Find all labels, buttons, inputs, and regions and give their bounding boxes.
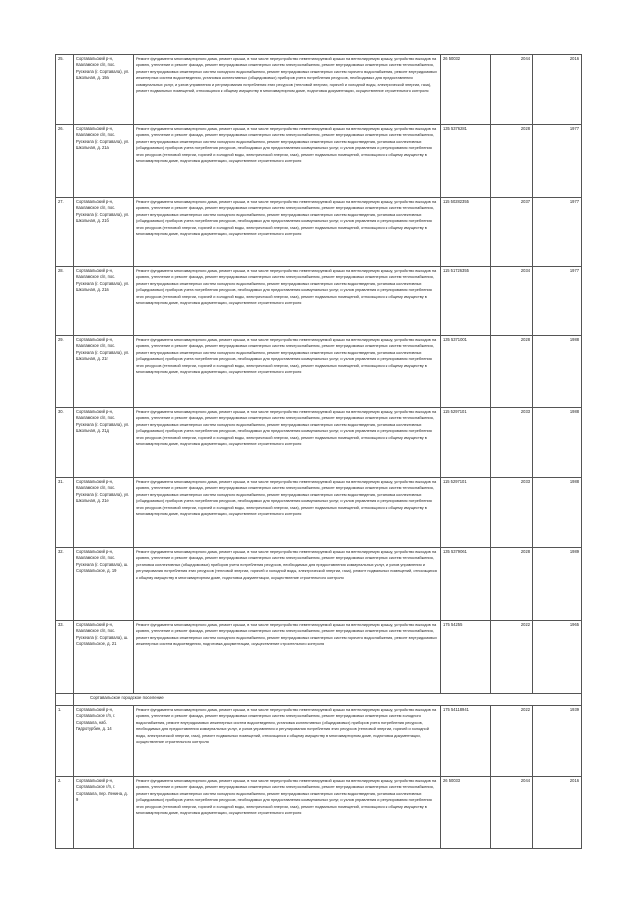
cost-cell: 135 5376281 <box>441 125 491 198</box>
address-cell: Сортавальский р-н, Кааламское с/п, пос. Рускеала (г. Сортавала), ул. Школьная, д. 21д <box>74 408 134 478</box>
address-cell: Сортавальский р-н, Кааламское с/п, пос. Рускеала (г. Сортавала), ул. Школьная, д. 21в <box>74 267 134 336</box>
works-description-cell: Ремонт фундамента многоквартирного дома, ремонт крыши, в том числе переустройство невентилируемой крыши на вентилируемую крышу, устройство выходов на кровлю, утепление и ремонт фасада, ремонт внутридомовых инженерных систем электроснабжения, ремонт внутридомовых инженерных систем теплоснабжения, ремонт внутридомовых инженерных систем холодного водоснабжения, ремонт внутридомовых инженерных систем водоотведения, установка коллективных (общедомовых) приборов учета потребления ресурсов, необходимых для предоставления коммунальных услуг, и узлов управления и регулирования потребления этих ресурсов (тепловой энергии, горячей и холодной воды, электрической энергии, газа), ремонт подвальных помещений, относящихся к общему имуществу в многоквартирном доме, подготовка документации, осуществление строительного контроля <box>134 267 441 336</box>
address-cell: Сортавальский р-н, Кааламское с/п, пос. Рускеала (г. Сортавала), ул. Школьная, д. 21е <box>74 478 134 548</box>
works-description-cell: Ремонт фундамента многоквартирного дома, ремонт крыши, в том числе переустройство невентилируемой крыши на вентилируемую крышу, устройство выходов на кровлю, утепление и ремонт фасада, ремонт внутридомовых инженерных систем электроснабжения, ремонт внутридомовых инженерных систем теплоснабжения, ремонт внутридомовых инженерных систем холодного водоснабжения, ремонт внутридомовых инженерных систем водоотведения, установка коллективных (общедомовых) приборов учета потребления ресурсов, необходимых для предоставления коммунальных услуг, и узлов управления и регулирования потребления этих ресурсов (тепловой энергии, горячей и холодной воды, электрической энергии, газа), ремонт подвальных помещений, относящихся к общему имуществу в многоквартирном доме, подготовка документации, осуществление строительного контроля <box>134 198 441 267</box>
cost-cell: 26 50033 <box>441 777 491 849</box>
cost-cell: 135 5371001 <box>441 336 491 408</box>
table-row <box>56 198 582 267</box>
year-start-cell: 1977 <box>533 198 582 267</box>
address-cell: Сортавальский р-н, Кааламское с/п, пос. Рускеала (г. Сортавала), ш. Сортавальское, д. 19 <box>74 548 134 621</box>
row-number: 26. <box>56 125 74 198</box>
cost-cell: 175 54118941 <box>441 706 491 777</box>
cost-cell: 115 51726355 <box>441 267 491 336</box>
row-number: 28. <box>56 267 74 336</box>
table-row <box>56 408 582 478</box>
row-number: 31. <box>56 478 74 548</box>
works-description-cell: Ремонт фундамента многоквартирного дома, ремонт крыши, в том числе переустройство невентилируемой крыши на вентилируемую крышу, устройство выходов на кровлю, утепление и ремонт фасада, ремонт внутридомовых инженерных систем электроснабжения, ремонт внутридомовых инженерных систем теплоснабжения, установка коллективных (общедомовых) приборов учета потребления ресурсов, необходимых для предоставления коммунальных услуг, и узлов управления и регулирования потребления этих ресурсов (тепловой энергии, горячей и холодной воды, электрической энергии, газа), ремонт подвальных помещений, относящихся к общему имуществу в многоквартирном доме, подготовка документации, осуществление строительного контроля <box>134 548 441 621</box>
year-end-cell: 2028 <box>491 125 533 198</box>
address-cell: Сортавальский р-н, Кааламское с/п, пос. Рускеала (г. Сортавала), ул. Школьная, д. 19а <box>74 55 134 125</box>
year-end-cell: 2022 <box>491 706 533 777</box>
year-end-cell: 2022 <box>491 621 533 694</box>
table-row <box>56 267 582 336</box>
works-description-cell: Ремонт фундамента многоквартирного дома, ремонт крыши, в том числе переустройство невентилируемой крыши на вентилируемую крышу, устройство выходов на кровлю, утепление и ремонт фасада, ремонт внутридомовых инженерных систем электроснабжения, ремонт внутридомовых инженерных систем теплоснабжения, ремонт внутридомовых инженерных систем холодного водоснабжения, ремонт внутридомовых инженерных систем горячего водоснабжения, ремонт внутридомовых инженерных систем водоотведения, подготовка документации, осуществление строительного контроля <box>134 621 441 694</box>
works-description-cell: Ремонт фундамента многоквартирного дома, ремонт крыши, в том числе переустройство невентилируемой крыши на вентилируемую крышу, устройство выходов на кровлю, утепление и ремонт фасада, ремонт внутридомовых инженерных систем электроснабжения, ремонт внутридомовых инженерных систем холодного водоснабжения, ремонт внутридомовых инженерных систем водоотведения, установка коллективных (общедомовых) приборов учета потребления ресурсов, необходимых для предоставления коммунальных услуг, и узлов управления и регулирования потребления этих ресурсов (тепловой энергии, горячей и холодной воды, электрической энергии, газа), ремонт подвальных помещений, относящихся к общему имуществу в многоквартирном доме, подготовка документации, осуществление строительного контроля <box>134 706 441 777</box>
table-row <box>56 478 582 548</box>
cost-cell: 26 50032 <box>441 55 491 125</box>
year-end-cell: 2033 <box>491 408 533 478</box>
year-start-cell: 1988 <box>533 408 582 478</box>
works-description-cell: Ремонт фундамента многоквартирного дома, ремонт крыши, в том числе переустройство невентилируемой крыши на вентилируемую крышу, устройство выходов на кровлю, утепление и ремонт фасада, ремонт внутридомовых инженерных систем электроснабжения, ремонт внутридомовых инженерных систем теплоснабжения, ремонт внутридомовых инженерных систем холодного водоснабжения, ремонт внутридомовых инженерных систем водоотведения, установка коллективных (общедомовых) приборов учета потребления ресурсов, необходимых для предоставления коммунальных услуг, и узлов управления и регулирования потребления этих ресурсов (тепловой энергии, горячей и холодной воды, электрической энергии, газа), ремонт подвальных помещений, относящихся к общему имуществу в многоквартирном доме, подготовка документации, осуществление строительного контроля <box>134 125 441 198</box>
year-start-cell: 1988 <box>533 336 582 408</box>
renovation-table <box>55 54 582 849</box>
works-description-cell: Ремонт фундамента многоквартирного дома, ремонт крыши, в том числе переустройство невентилируемой крыши на вентилируемую крышу, устройство выходов на кровлю, утепление и ремонт фасада, ремонт внутридомовых инженерных систем электроснабжения, ремонт внутридомовых инженерных систем теплоснабжения, ремонт внутридомовых инженерных систем холодного водоснабжения, ремонт внутридомовых инженерных систем водоотведения, установка коллективных (общедомовых) приборов учета потребления ресурсов, необходимых для предоставления коммунальных услуг, и узлов управления и регулирования потребления этих ресурсов (тепловой энергии, горячей и холодной воды, электрической энергии, газа), ремонт подвальных помещений, относящихся к общему имуществу в многоквартирном доме, подготовка документации, осуществление строительного контроля <box>134 777 441 849</box>
works-description-cell: Ремонт фундамента многоквартирного дома, ремонт крыши, в том числе переустройство невентилируемой крыши на вентилируемую крышу, устройство выходов на кровлю, утепление и ремонт фасада, ремонт внутридомовых инженерных систем электроснабжения, ремонт внутридомовых инженерных систем теплоснабжения, ремонт внутридомовых инженерных систем холодного водоснабжения, ремонт внутридомовых инженерных систем водоотведения, установка коллективных (общедомовых) приборов учета потребления ресурсов, необходимых для предоставления коммунальных услуг, и узлов управления и регулирования потребления этих ресурсов (тепловой энергии, горячей и холодной воды, электрической энергии, газа), ремонт подвальных помещений, относящихся к общему имуществу в многоквартирном доме, подготовка документации, осуществление строительного контроля <box>134 478 441 548</box>
row-number: 2. <box>56 777 74 849</box>
row-number: 30. <box>56 408 74 478</box>
cost-cell: 135 5379061 <box>441 548 491 621</box>
row-number: 29. <box>56 336 74 408</box>
year-start-cell: 2016 <box>533 777 582 849</box>
row-number: 33. <box>56 621 74 694</box>
year-end-cell: 2028 <box>491 336 533 408</box>
year-end-cell: 2044 <box>491 777 533 849</box>
cost-cell: 115 50282355 <box>441 198 491 267</box>
year-start-cell: 1939 <box>533 706 582 777</box>
address-cell: Сортавальский р-н, Кааламское с/п, пос. Рускеала (г. Сортавала), ул. Школьная, д. 21б <box>74 198 134 267</box>
works-description-cell: Ремонт фундамента многоквартирного дома, ремонт крыши, в том числе переустройство невентилируемой крыши на вентилируемую крышу, устройство выходов на кровлю, утепление и ремонт фасада, ремонт внутридомовых инженерных систем электроснабжения, ремонт внутридомовых инженерных систем теплоснабжения, ремонт внутридомовых инженерных систем холодного водоснабжения, ремонт внутридомовых инженерных систем водоотведения, установка коллективных (общедомовых) приборов учета потребления ресурсов, необходимых для предоставления коммунальных услуг, и узлов управления и регулирования потребления этих ресурсов (тепловой энергии, горячей и холодной воды, электрической энергии, газа), ремонт подвальных помещений, относящихся к общему имуществу в многоквартирном доме, подготовка документации, осуществление строительного контроля <box>134 408 441 478</box>
section-header-row <box>56 694 582 706</box>
table-body <box>56 55 582 849</box>
year-end-cell: 2044 <box>491 55 533 125</box>
table-row <box>56 55 582 125</box>
table-row <box>56 777 582 849</box>
table-row <box>56 706 582 777</box>
cost-cell: 175 54255 <box>441 621 491 694</box>
row-number: 25. <box>56 55 74 125</box>
table-row <box>56 125 582 198</box>
section-title: Сортавальское городское поселение <box>74 694 582 706</box>
section-spacer <box>56 694 74 706</box>
year-start-cell: 1977 <box>533 267 582 336</box>
table-row <box>56 621 582 694</box>
address-cell: Сортавальский р-н, Сортавальское г/п, г. Сортавала, пер. Ленина, д. 9 <box>74 777 134 849</box>
cost-cell: 115 5297101 <box>441 478 491 548</box>
address-cell: Сортавальский р-н, Кааламское с/п, пос. Рускеала (г. Сортавала), ул. Школьная, д. 21а <box>74 125 134 198</box>
address-cell: Сортавальский р-н, Кааламское с/п, пос. Рускеала (г. Сортавала), ш. Сортавальское, д. 21 <box>74 621 134 694</box>
works-description-cell: Ремонт фундамента многоквартирного дома, ремонт крыши, в том числе переустройство невентилируемой крыши на вентилируемую крышу, устройство выходов на кровлю, утепление и ремонт фасада, ремонт внутридомовых инженерных систем электроснабжения, ремонт внутридомовых инженерных систем теплоснабжения, ремонт внутридомовых инженерных систем холодного водоснабжения, ремонт внутридомовых инженерных систем водоотведения, установка коллективных (общедомовых) приборов учета потребления ресурсов, необходимых для предоставления коммунальных услуг, и узлов управления и регулирования потребления этих ресурсов (тепловой энергии, горячей и холодной воды, электрической энергии, газа), ремонт подвальных помещений, относящихся к общему имуществу в многоквартирном доме, подготовка документации, осуществление строительного контроля <box>134 336 441 408</box>
address-cell: Сортавальский р-н, Сортавальское г/п, г. Сортавала, наб. Гидротурбин, д. 14 <box>74 706 134 777</box>
year-end-cell: 2028 <box>491 548 533 621</box>
year-end-cell: 2033 <box>491 478 533 548</box>
year-start-cell: 1965 <box>533 621 582 694</box>
works-description-cell: Ремонт фундамента многоквартирного дома, ремонт крыши, в том числе переустройство невентилируемой крыши на вентилируемую крышу, устройство выходов на кровлю, утепление и ремонт фасада, ремонт внутридомовых инженерных систем электроснабжения, ремонт внутридомовых инженерных систем теплоснабжения, ремонт внутридомовых инженерных систем холодного водоснабжения, ремонт внутридомовых инженерных систем горячего водоснабжения, ремонт внутридомовых инженерных систем водоотведения, установка коллективных (общедомовых) приборов учета потребления ресурсов, необходимых для предоставления коммунальных услуг, и узлов управления и регулирования потребления этих ресурсов (тепловой энергии, горячей и холодной воды, электрической энергии, газа), ремонт подвальных помещений, относящихся к общему имуществу в многоквартирном доме, подготовка документации, осуществление строительного контроля <box>134 55 441 125</box>
table-row <box>56 548 582 621</box>
cost-cell: 115 5297101 <box>441 408 491 478</box>
row-number: 32. <box>56 548 74 621</box>
table-row <box>56 336 582 408</box>
year-start-cell: 1989 <box>533 548 582 621</box>
row-number: 1. <box>56 706 74 777</box>
address-cell: Сортавальский р-н, Кааламское с/п, пос. Рускеала (г. Сортавала), ул. Школьная, д. 21г <box>74 336 134 408</box>
row-number: 27. <box>56 198 74 267</box>
year-start-cell: 1988 <box>533 478 582 548</box>
year-end-cell: 2034 <box>491 267 533 336</box>
year-start-cell: 1977 <box>533 125 582 198</box>
year-end-cell: 2037 <box>491 198 533 267</box>
year-start-cell: 2016 <box>533 55 582 125</box>
